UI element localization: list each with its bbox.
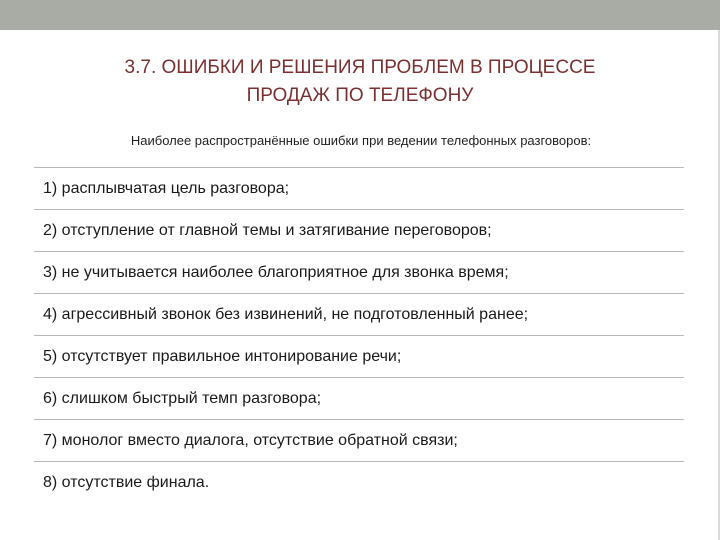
slide-title-line-2: ПРОДАЖ ПО ТЕЛЕФОНУ: [246, 85, 474, 106]
errors-list: [34, 167, 684, 504]
list-item: 3) не учитывается наиболее благоприятное для звонка время;: [34, 252, 684, 294]
list-item: 1) расплывчатая цель разговора;: [34, 168, 684, 210]
list-item: 7) монолог вместо диалога, отсутствие обратной связи;: [34, 420, 684, 462]
list-item: 5) отсутствует правильное интонирование речи;: [34, 336, 684, 378]
list-item: 4) агрессивный звонок без извинений, не подготовленный ранее;: [34, 294, 684, 336]
slide-title-line-1: 3.7. ОШИБКИ И РЕШЕНИЯ ПРОБЛЕМ В ПРОЦЕССЕ: [124, 57, 596, 78]
top-bar: [0, 0, 720, 30]
list-item: 6) слишком быстрый темп разговора;: [34, 378, 684, 420]
slide-title: [40, 54, 680, 110]
list-item: 8) отсутствие финала.: [43, 474, 210, 491]
list-item: 2) отступление от главной темы и затягивание переговоров;: [34, 210, 684, 252]
slide-subtitle: Наиболее распространённые ошибки при ведении телефонных разговоров:: [130, 133, 592, 148]
